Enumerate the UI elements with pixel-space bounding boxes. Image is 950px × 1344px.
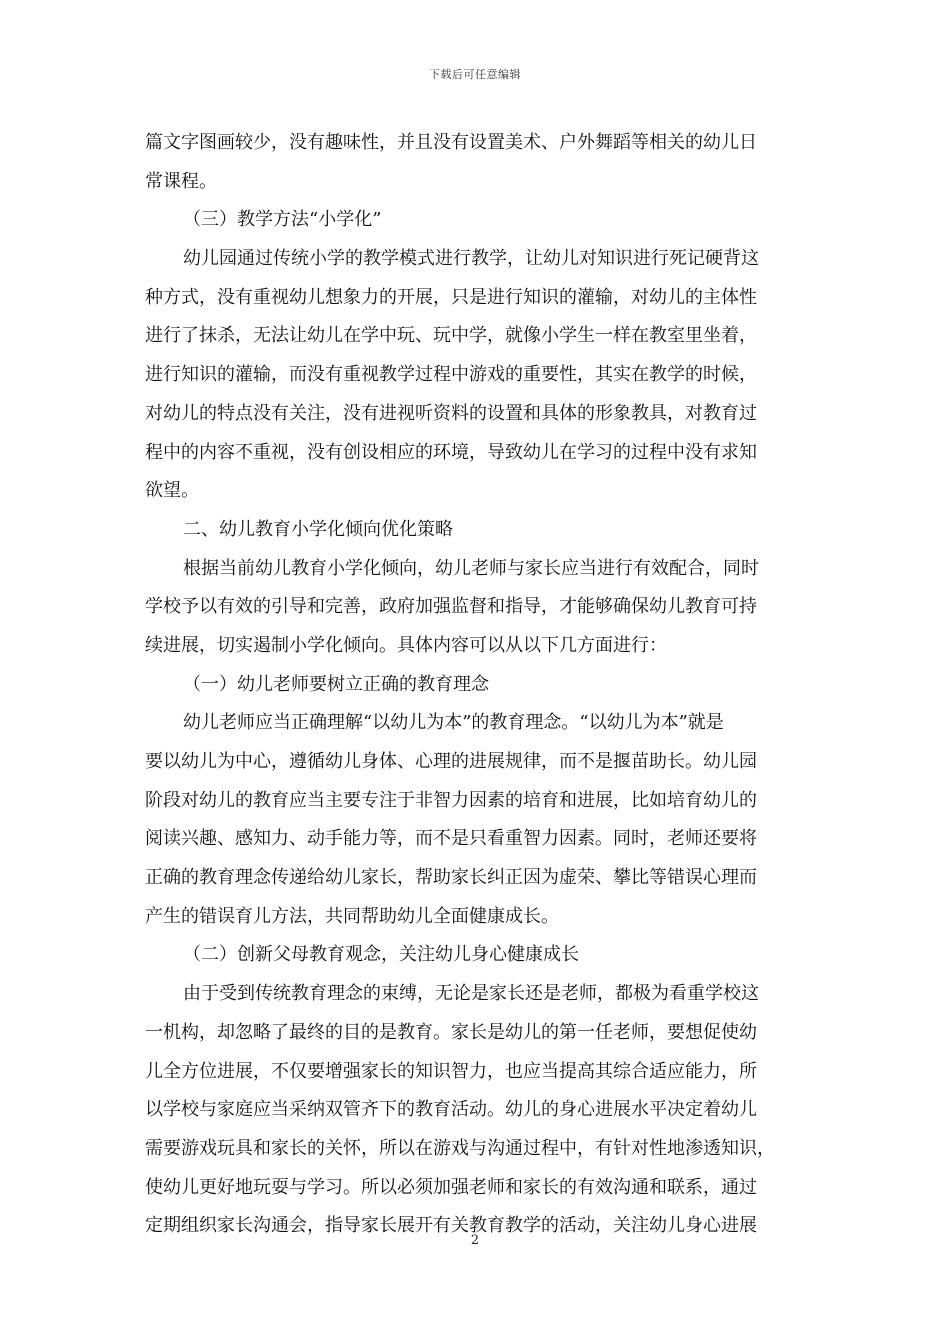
text-line: 常课程。 — [145, 170, 217, 192]
page-header: 下载后可任意编辑 — [429, 68, 521, 81]
text-line: 儿全方位进展，不仅要增强家长的知识智力，也应当提高其综合适应能力，所 — [145, 1060, 757, 1082]
text-line: 进行了抹杀，无法让幼儿在学中玩、玩中学，就像小学生一样在教室里坐着， — [145, 325, 757, 347]
text-line: 定期组织家长沟通会，指导家长展开有关教育教学的活动，关注幼儿身心进展 — [145, 1215, 757, 1237]
text-line: 产生的错误育儿方法，共同帮助幼儿全面健康成长。 — [145, 905, 559, 927]
body-text — [145, 124, 809, 1246]
text-line: 篇文字图画较少，没有趣味性，并且没有设置美术、户外舞蹈等相关的幼儿日 — [145, 132, 757, 153]
text-line: 要以幼儿为中心，遵循幼儿身体、心理的进展规律，而不是揠苗助长。幼儿园 — [145, 751, 757, 772]
section-heading: （二）创新父母教育观念，关注幼儿身心健康成长 — [183, 944, 579, 966]
text-line: 由于受到传统教育理念的束缚，无论是家长还是老师，都极为看重学校这 — [183, 983, 759, 1005]
page-number: 2 — [470, 1233, 480, 1248]
section-heading: （一）幼儿老师要树立正确的教育理念 — [183, 673, 489, 695]
text-line: 学校予以有效的引导和完善，政府加强监督和指导，才能够确保幼儿教育可持 — [145, 596, 757, 618]
section-heading: （三）教学方法“小学化” — [183, 209, 382, 231]
text-line: 欲望。 — [145, 480, 199, 502]
text-line: 阶段对幼儿的教育应当主要专注于非智力因素的培育和进展，比如培育幼儿的 — [145, 789, 757, 811]
text-line: 使幼儿更好地玩耍与学习。所以必须加强老师和家长的有效沟通和联系，通过 — [145, 1176, 757, 1198]
text-line: 幼儿老师应当正确理解“以幼儿为本”的教育理念。“以幼儿为本”就是 — [183, 712, 724, 734]
text-line: 需要游戏玩具和家长的关怀，所以在游戏与沟通过程中，有针对性地渗透知识， — [145, 1137, 775, 1159]
text-line: 阅读兴趣、感知力、动手能力等，而不是只看重智力因素。同时，老师还要将 — [145, 828, 757, 850]
text-line: 根据当前幼儿教育小学化倾向，幼儿老师与家长应当进行有效配合，同时 — [183, 557, 759, 579]
section-heading: 二、幼儿教育小学化倾向优化策略 — [183, 518, 453, 540]
text-line: 幼儿园通过传统小学的教学模式进行教学，让幼儿对知识进行死记硬背这 — [183, 248, 759, 270]
text-line: 续进展，切实遏制小学化倾向。具体内容可以从以下几方面进行： — [145, 634, 667, 656]
text-line: 对幼儿的特点没有关注，没有进视听资料的设置和具体的形象教具，对教育过 — [145, 402, 757, 424]
text-line: 以学校与家庭应当采纳双管齐下的教育活动。幼儿的身心进展水平决定着幼儿 — [145, 1099, 757, 1121]
text-line: 一机构，却忽略了最终的目的是教育。家长是幼儿的第一任老师，要想促使幼 — [145, 1021, 757, 1043]
text-line: 进行知识的灌输，而没有重视教学过程中游戏的重要性，其实在教学的时候， — [145, 364, 757, 386]
text-line: 程中的内容不重视，没有创设相应的环境，导致幼儿在学习的过程中没有求知 — [145, 441, 757, 463]
text-line: 正确的教育理念传递给幼儿家长，帮助家长纠正因为虚荣、攀比等错误心理而 — [145, 867, 757, 889]
text-line: 种方式，没有重视幼儿想象力的开展，只是进行知识的灌输，对幼儿的主体性 — [145, 286, 757, 308]
